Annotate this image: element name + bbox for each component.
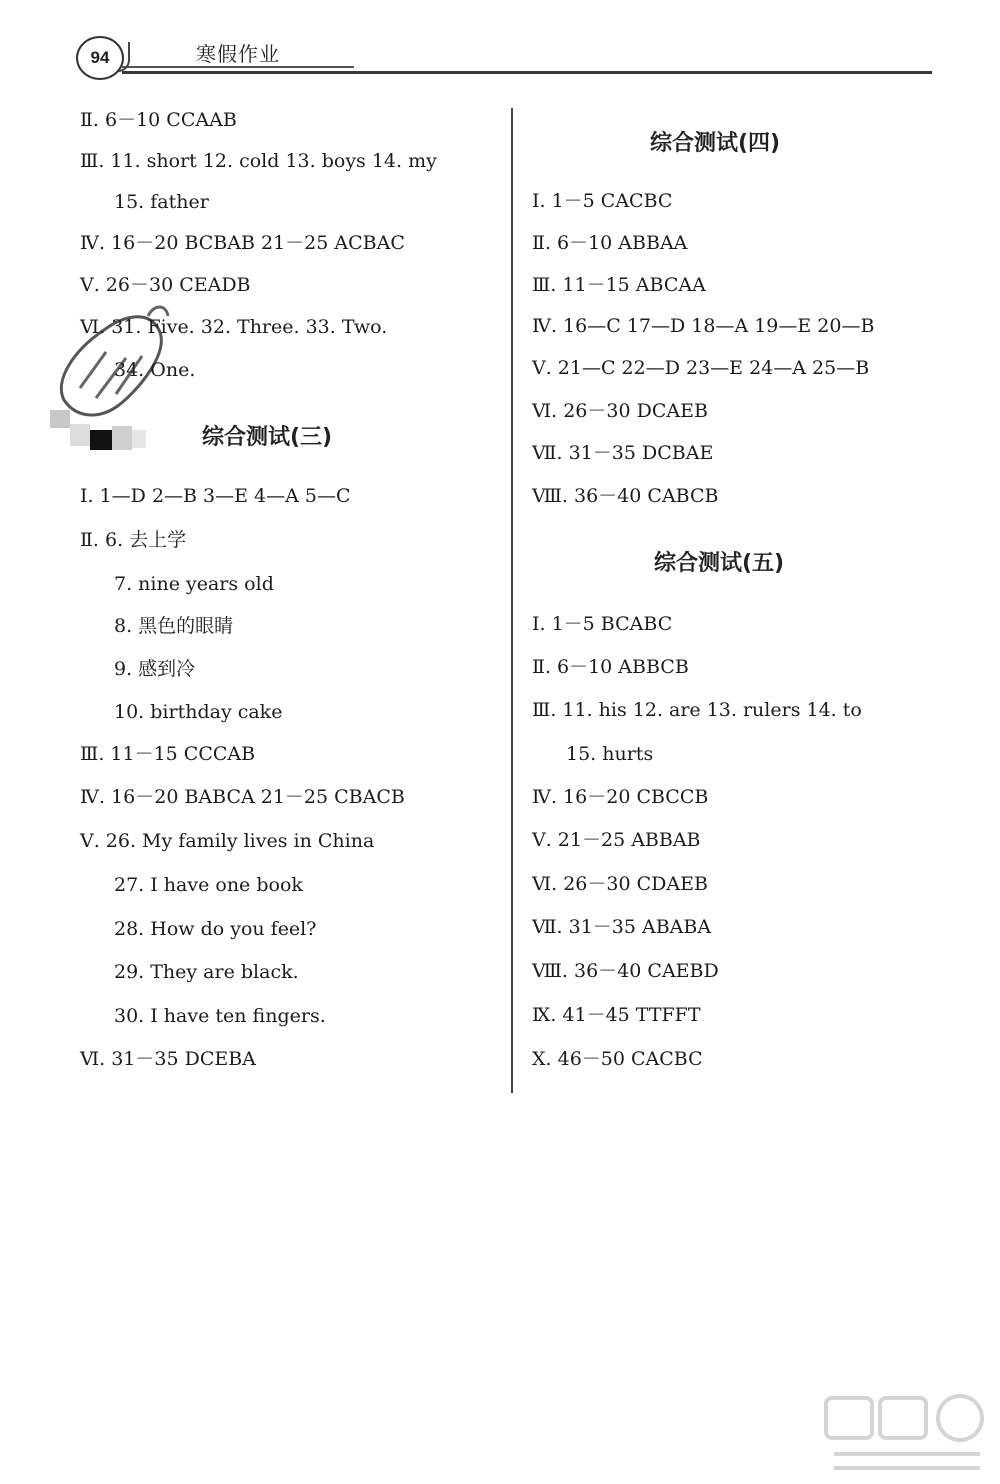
answer-line: Ⅱ. 6－10 ABBAA — [532, 232, 688, 254]
answer-line: Ⅰ. 1－5 BCABC — [532, 613, 673, 635]
answer-line: Ⅲ. 11. short 12. cold 13. boys 14. my — [80, 150, 437, 172]
answer-line: Ⅶ. 31－35 ABABA — [532, 916, 712, 938]
answer-line: Ⅵ. 31－35 DCEBA — [80, 1048, 256, 1070]
answer-line: Ⅱ. 6－10 ABBCB — [532, 656, 689, 678]
header-rule-lower — [122, 71, 932, 74]
answer-line: Ⅵ. 26－30 CDAEB — [532, 873, 708, 895]
answer-line: Ⅵ. 31. Five. 32. Three. 33. Two. — [80, 316, 388, 338]
answer-line: 28. How do you feel? — [114, 918, 317, 940]
answer-line: Ⅶ. 31－35 DCBAE — [532, 442, 714, 464]
answer-line: Ⅰ. 1—D 2—B 3—E 4—A 5—C — [80, 485, 351, 507]
header-title: 寒假作业 — [196, 42, 280, 66]
section-title-test-5: 综合测试(五) — [654, 551, 785, 576]
answer-line: Ⅷ. 36－40 CABCB — [532, 485, 719, 507]
answer-line: 34. One. — [114, 359, 196, 381]
section-title-test-3: 综合测试(三) — [202, 425, 333, 450]
answer-line: 9. 感到冷 — [114, 658, 196, 680]
answer-line: Ⅷ. 36－40 CAEBD — [532, 960, 719, 982]
answer-line: 8. 黑色的眼睛 — [114, 615, 234, 637]
answer-line: Ⅳ. 16—C 17—D 18—A 19—E 20—B — [532, 315, 875, 337]
answer-line: 15. hurts — [566, 743, 654, 765]
answer-line: Ⅲ. 11. his 12. are 13. rulers 14. to — [532, 699, 862, 721]
answer-line: Ⅰ. 1－5 CACBC — [532, 190, 673, 212]
answer-line: Ⅸ. 41－45 TTFFT — [532, 1004, 701, 1026]
page-header — [0, 0, 1000, 100]
answer-line: 10. birthday cake — [114, 701, 283, 723]
answer-line: 27. I have one book — [114, 874, 303, 896]
site-watermark-logo-icon — [820, 1390, 995, 1480]
answer-line: Ⅳ. 16－20 BABCA 21－25 CBACB — [80, 786, 405, 808]
answer-line: Ⅳ. 16－20 BCBAB 21－25 ACBAC — [80, 232, 405, 254]
section-title-test-4: 综合测试(四) — [650, 131, 781, 156]
answer-line: Ⅳ. 16－20 CBCCB — [532, 786, 709, 808]
answer-line: Ⅴ. 26－30 CEADB — [80, 274, 251, 296]
column-divider — [511, 108, 513, 1093]
answer-line: Ⅲ. 11－15 CCCAB — [80, 743, 256, 765]
answer-line: 7. nine years old — [114, 573, 274, 595]
answer-line: Ⅴ. 21－25 ABBAB — [532, 829, 701, 851]
answer-line: Ⅱ. 6－10 CCAAB — [80, 109, 237, 131]
answer-line: Ⅲ. 11－15 ABCAA — [532, 274, 706, 296]
answer-line: Ⅹ. 46－50 CACBC — [532, 1048, 703, 1070]
answer-line: 30. I have ten fingers. — [114, 1005, 326, 1027]
page-number: 94 — [76, 36, 124, 80]
answer-line: Ⅵ. 26－30 DCAEB — [532, 400, 708, 422]
answer-line: Ⅴ. 26. My family lives in China — [80, 830, 375, 852]
answer-line: 15. father — [114, 191, 209, 213]
answer-line: Ⅴ. 21—C 22—D 23—E 24—A 25—B — [532, 357, 870, 379]
answer-line: 29. They are black. — [114, 961, 299, 983]
answer-line: Ⅱ. 6. 去上学 — [80, 529, 187, 551]
